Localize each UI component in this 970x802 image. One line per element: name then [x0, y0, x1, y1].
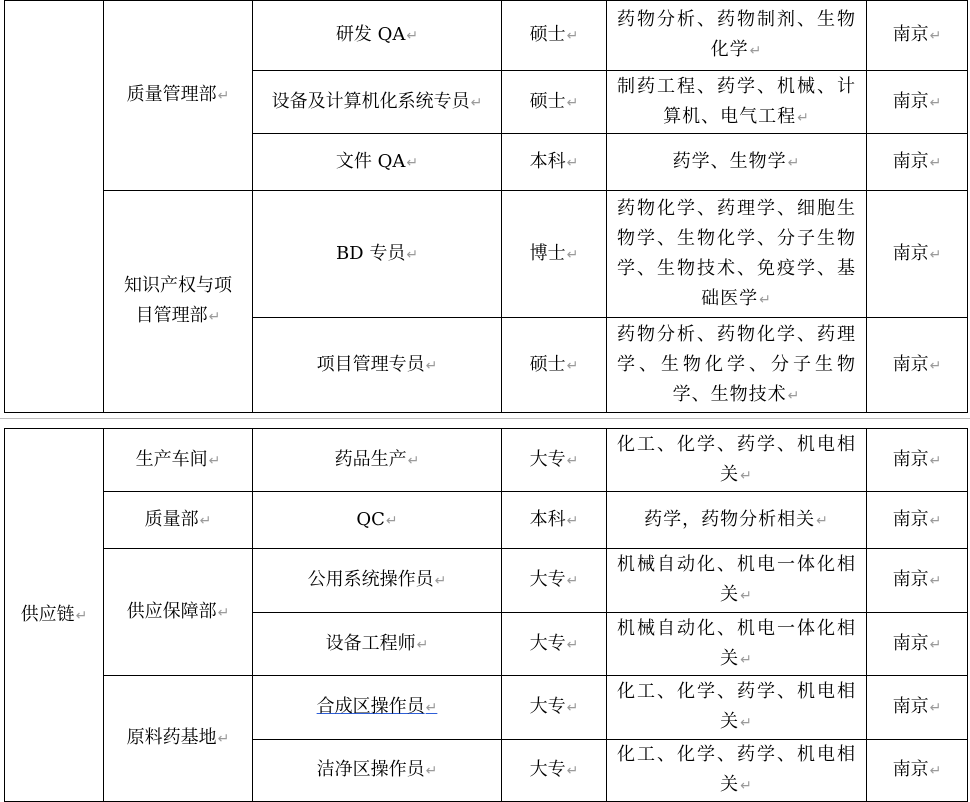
- major-cell: 制药工程、药学、机械、计算机、电气工程 ↵: [607, 71, 867, 134]
- position-cell: BD 专员 ↵: [253, 191, 502, 318]
- group-cell: 供应链 ↵: [5, 429, 104, 802]
- location-cell: 南京 ↵: [867, 134, 968, 191]
- dept-cell: 知识产权与项目管理部 ↵: [104, 191, 253, 413]
- location-cell: 南京 ↵: [867, 676, 968, 740]
- recruitment-table-bottom: [4, 428, 968, 802]
- recruitment-table-top: [4, 0, 968, 413]
- degree-cell: 大专 ↵: [502, 549, 607, 613]
- major-cell: 药学、生物学 ↵: [607, 134, 867, 191]
- position-cell: 设备及计算机化系统专员 ↵: [253, 71, 502, 134]
- degree-cell: 博士 ↵: [502, 191, 607, 318]
- major-cell: 药物分析、药物化学、药理学、生物化学、分子生物学、生物技术 ↵: [607, 318, 867, 413]
- location-cell: 南京 ↵: [867, 613, 968, 676]
- location-cell: 南京 ↵: [867, 549, 968, 613]
- page-break-divider: [0, 418, 970, 419]
- table-row: [5, 191, 968, 318]
- position-cell: 合成区操作员 ↵: [253, 676, 502, 740]
- position-cell: 文件 QA ↵: [253, 134, 502, 191]
- position-cell: 设备工程师 ↵: [253, 613, 502, 676]
- location-cell: 南京 ↵: [867, 71, 968, 134]
- table-row: [5, 1, 968, 71]
- location-cell: 南京 ↵: [867, 1, 968, 71]
- major-cell: 药学，药物分析相关 ↵: [607, 492, 867, 549]
- major-cell: 机械自动化、机电一体化相关 ↵: [607, 549, 867, 613]
- degree-cell: 本科 ↵: [502, 134, 607, 191]
- location-cell: 南京 ↵: [867, 191, 968, 318]
- degree-cell: 硕士 ↵: [502, 1, 607, 71]
- dept-cell: 质量管理部 ↵: [104, 1, 253, 191]
- dept-cell: 生产车间 ↵: [104, 429, 253, 492]
- table-row: [5, 676, 968, 740]
- major-cell: 机械自动化、机电一体化相关 ↵: [607, 613, 867, 676]
- dept-cell: 原料药基地 ↵: [104, 676, 253, 802]
- dept-cell: 供应保障部 ↵: [104, 549, 253, 676]
- position-cell: 项目管理专员 ↵: [253, 318, 502, 413]
- major-cell: 化工、化学、药学、机电相关 ↵: [607, 676, 867, 740]
- table-row: [5, 429, 968, 492]
- position-cell: 研发 QA ↵: [253, 1, 502, 71]
- degree-cell: 大专 ↵: [502, 613, 607, 676]
- major-cell: 药物分析、药物制剂、生物化学 ↵: [607, 1, 867, 71]
- location-cell: 南京 ↵: [867, 429, 968, 492]
- table-row: [5, 549, 968, 613]
- major-cell: 化工、化学、药学、机电相关 ↵: [607, 740, 867, 802]
- degree-cell: 大专 ↵: [502, 676, 607, 740]
- position-cell: 公用系统操作员 ↵: [253, 549, 502, 613]
- group-cell: [5, 1, 104, 413]
- location-cell: 南京 ↵: [867, 740, 968, 802]
- major-cell: 化工、化学、药学、机电相关 ↵: [607, 429, 867, 492]
- dept-cell: 质量部 ↵: [104, 492, 253, 549]
- location-cell: 南京 ↵: [867, 492, 968, 549]
- location-cell: 南京 ↵: [867, 318, 968, 413]
- major-cell: 药物化学、药理学、细胞生物学、生物化学、分子生物学、生物技术、免疫学、基础医学 ↵: [607, 191, 867, 318]
- degree-cell: 大专 ↵: [502, 740, 607, 802]
- table-row: [5, 492, 968, 549]
- position-cell: QC ↵: [253, 492, 502, 549]
- degree-cell: 硕士 ↵: [502, 71, 607, 134]
- position-cell: 洁净区操作员 ↵: [253, 740, 502, 802]
- degree-cell: 大专 ↵: [502, 429, 607, 492]
- degree-cell: 硕士 ↵: [502, 318, 607, 413]
- degree-cell: 本科 ↵: [502, 492, 607, 549]
- position-cell: 药品生产 ↵: [253, 429, 502, 492]
